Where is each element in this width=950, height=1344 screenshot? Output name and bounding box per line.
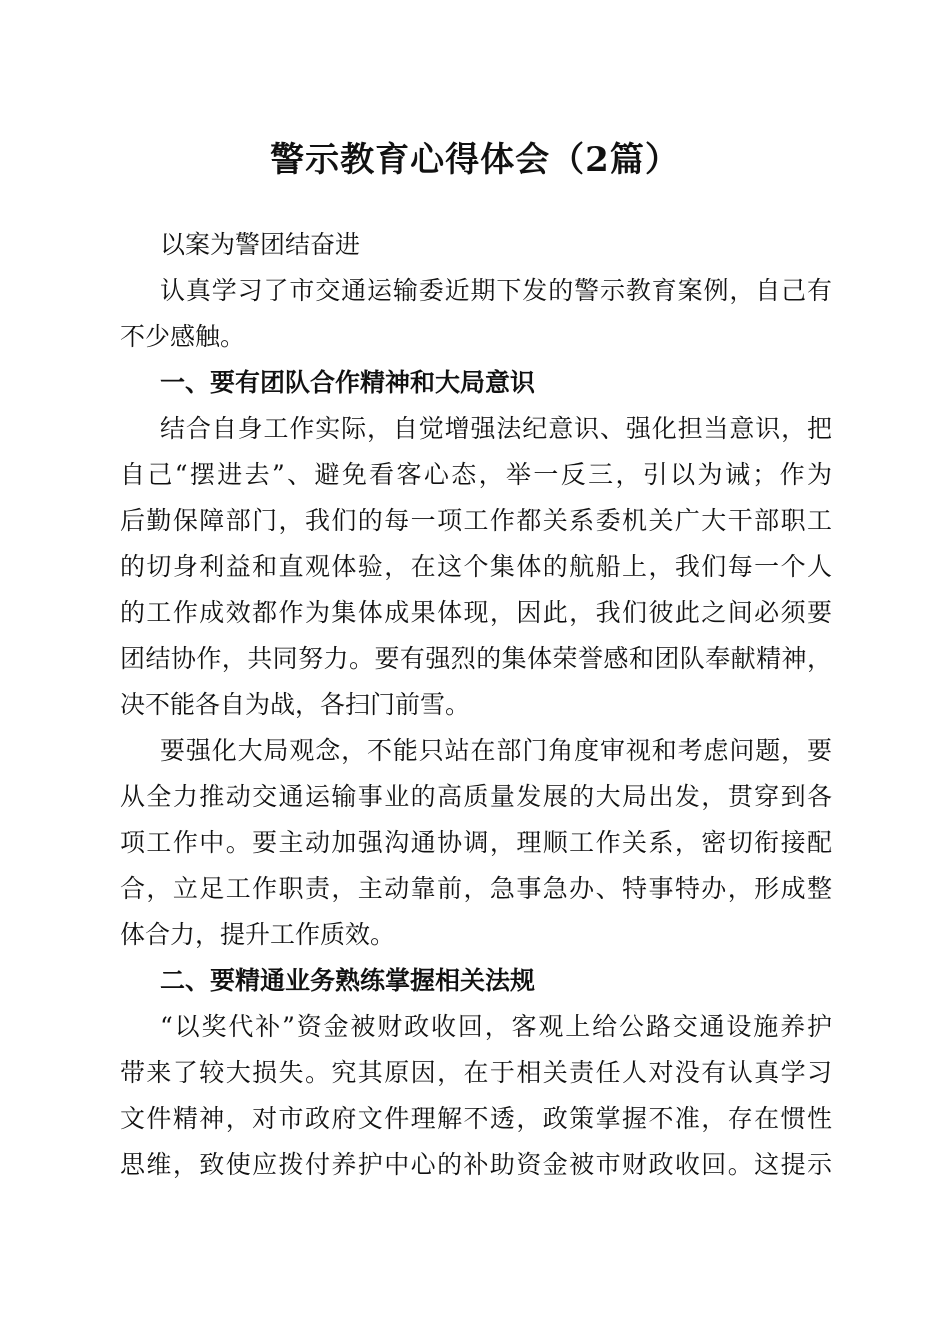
document-title: 警示教育心得体会（2篇） xyxy=(270,140,680,180)
section-heading-1: 一、要有团队合作精神和大局意识 xyxy=(160,368,536,397)
paragraph-line: 决不能各自为战，各扫门前雪。 xyxy=(120,690,471,719)
document-body xyxy=(120,222,832,1188)
paragraph-line: 合，立足工作职责，主动靠前，急事急办、特事特办，形成整 xyxy=(120,874,832,903)
subtitle: 以案为警团结奋进 xyxy=(160,230,361,259)
paragraph-line: 体合力，提升工作质效。 xyxy=(120,920,396,949)
paragraph-line: 从全力推动交通运输事业的高质量发展的大局出发，贯穿到各 xyxy=(120,782,832,811)
paragraph-line: 文件精神，对市政府文件理解不透，政策掌握不准，存在惯性 xyxy=(120,1104,832,1133)
paragraph-line: “以奖代补”资金被财政收回，客观上给公路交通设施养护 xyxy=(160,1012,832,1041)
intro-line: 不少感触。 xyxy=(120,322,246,351)
paragraph-line: 后勤保障部门，我们的每一项工作都关系委机关广大干部职工 xyxy=(120,506,832,535)
paragraph-line: 结合自身工作实际，自觉增强法纪意识、强化担当意识，把 xyxy=(160,414,832,443)
intro-line: 认真学习了市交通运输委近期下发的警示教育案例，自己有 xyxy=(160,276,832,305)
paragraph-line: 项工作中。要主动加强沟通协调，理顺工作关系，密切衔接配 xyxy=(120,828,832,857)
paragraph-line: 的切身利益和直观体验，在这个集体的航船上，我们每一个人 xyxy=(120,552,832,581)
paragraph-line: 自己“摆进去”、避免看客心态，举一反三，引以为诫；作为 xyxy=(120,460,832,489)
section-heading-2: 二、要精通业务熟练掌握相关法规 xyxy=(160,966,536,995)
paragraph-line: 思维，致使应拨付养护中心的补助资金被市财政收回。这提示 xyxy=(120,1150,832,1179)
paragraph-line: 要强化大局观念，不能只站在部门角度审视和考虑问题，要 xyxy=(160,736,832,765)
paragraph-line: 团结协作，共同努力。要有强烈的集体荣誉感和团队奉献精神， xyxy=(120,644,832,673)
paragraph-line: 带来了较大损失。究其原因，在于相关责任人对没有认真学习 xyxy=(120,1058,832,1087)
paragraph-line: 的工作成效都作为集体成果体现，因此，我们彼此之间必须要 xyxy=(120,598,832,627)
